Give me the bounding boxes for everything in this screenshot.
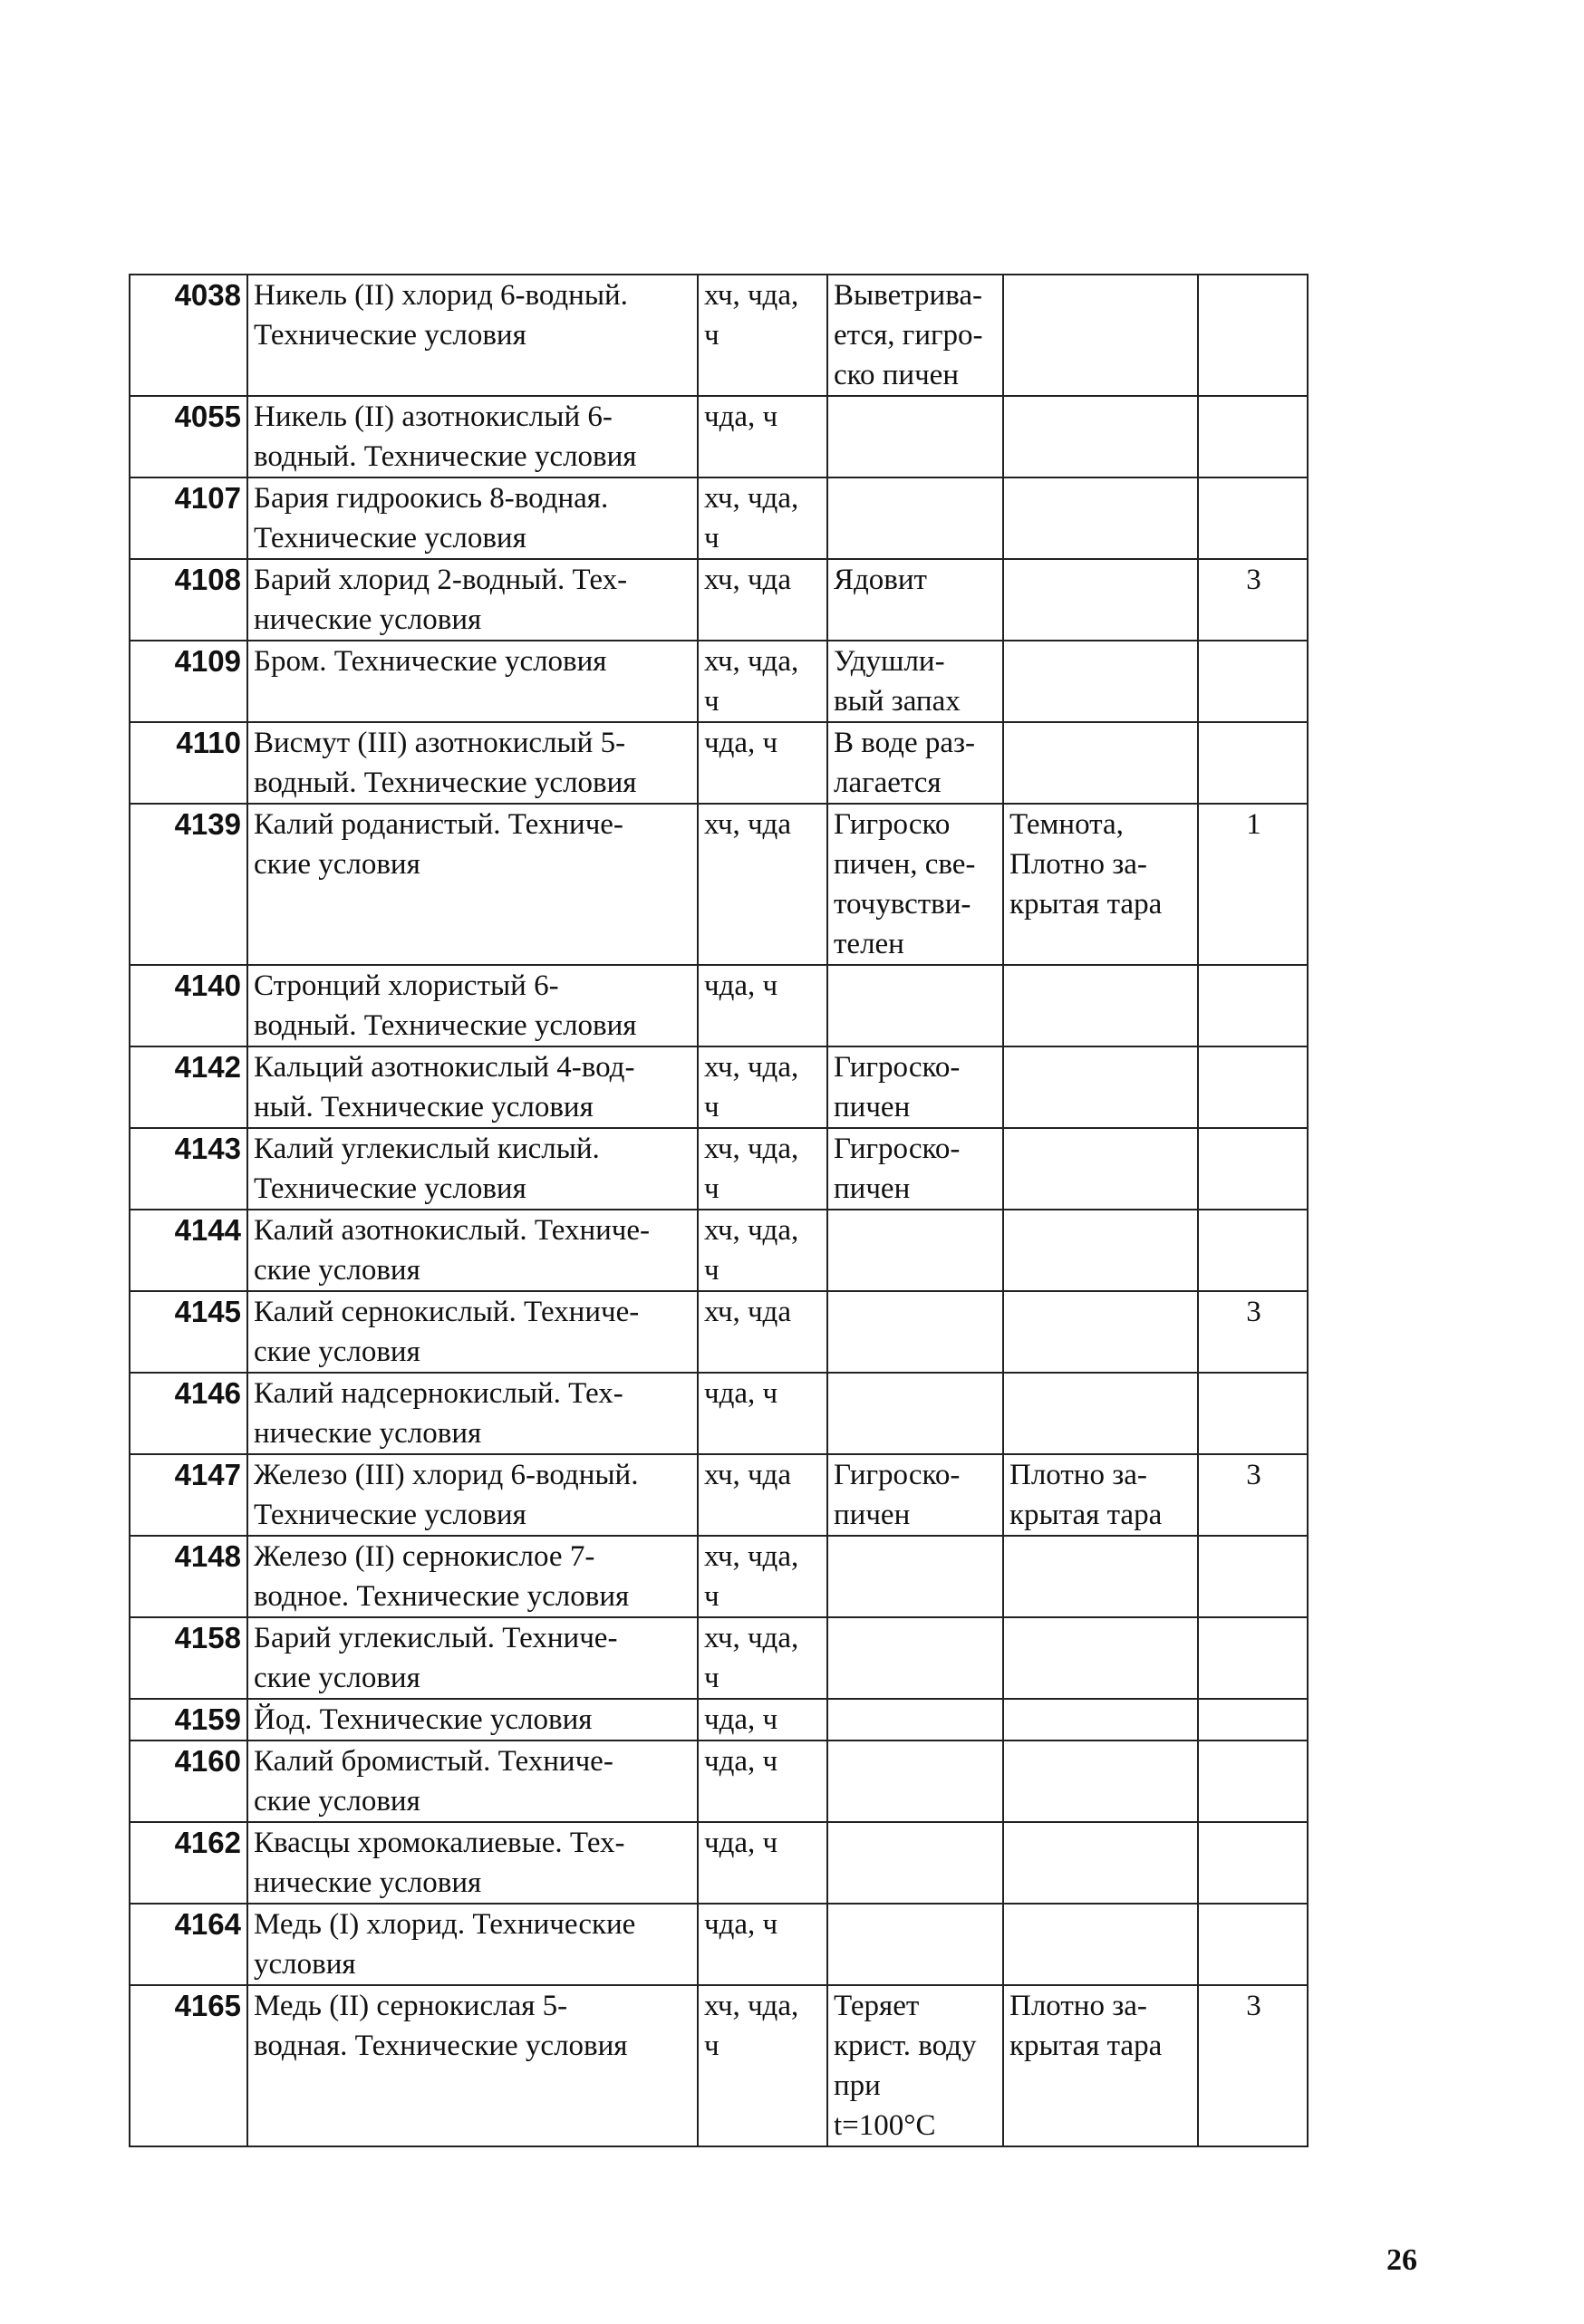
gost-code-cell: 4158 (130, 1617, 247, 1699)
reagent-name-cell: Стронций хлористый 6- водный. Технические условия (247, 965, 698, 1046)
qualification-cell: хч, чда (698, 1291, 827, 1373)
table-row (130, 1128, 1308, 1210)
qualification-cell: хч, чда, ч (698, 275, 827, 396)
storage-conditions-cell: Плотно за- крытая тара (1003, 1454, 1198, 1536)
storage-conditions-cell: Темнота, Плотно за- крытая тара (1003, 804, 1198, 965)
reagent-name-cell: Барий хлорид 2-водный. Тех- нические условия (247, 559, 698, 641)
hazard-group-cell: 3 (1198, 559, 1308, 641)
table-row (130, 1291, 1308, 1373)
reagent-name-cell: Железо (II) сернокислое 7- водное. Технические условия (247, 1536, 698, 1617)
table-row (130, 1373, 1308, 1454)
qualification-cell: хч, чда, ч (698, 641, 827, 722)
hazard-group-cell (1198, 641, 1308, 722)
hazard-group-cell (1198, 1128, 1308, 1210)
qualification-cell: хч, чда, ч (698, 1617, 827, 1699)
table-body (130, 275, 1308, 2146)
hazard-group-cell (1198, 1617, 1308, 1699)
hazard-group-cell (1198, 1904, 1308, 1985)
table-row (130, 1046, 1308, 1128)
reagents-table (129, 274, 1309, 2147)
gost-code-cell: 4165 (130, 1985, 247, 2146)
table-row (130, 1904, 1308, 1985)
hazard-group-cell (1198, 1822, 1308, 1904)
properties-cell: Гигроско- пичен (827, 1454, 1003, 1536)
qualification-cell: чда, ч (698, 1904, 827, 1985)
gost-code-cell: 4038 (130, 275, 247, 396)
storage-conditions-cell (1003, 275, 1198, 396)
hazard-group-cell (1198, 1536, 1308, 1617)
gost-code-cell: 4109 (130, 641, 247, 722)
gost-code-cell: 4147 (130, 1454, 247, 1536)
reagent-name-cell: Медь (I) хлорид. Технические условия (247, 1904, 698, 1985)
properties-cell: Удушли- вый запах (827, 641, 1003, 722)
hazard-group-cell (1198, 477, 1308, 559)
table-row (130, 396, 1308, 477)
qualification-cell: чда, ч (698, 965, 827, 1046)
reagent-name-cell: Висмут (III) азотнокислый 5- водный. Технические условия (247, 722, 698, 804)
hazard-group-cell (1198, 1210, 1308, 1291)
gost-code-cell: 4108 (130, 559, 247, 641)
table-row (130, 1617, 1308, 1699)
properties-cell: Теряет крист. воду при t=100°С (827, 1985, 1003, 2146)
qualification-cell: чда, ч (698, 396, 827, 477)
reagent-name-cell: Никель (II) хлорид 6-водный. Технические условия (247, 275, 698, 396)
gost-code-cell: 4144 (130, 1210, 247, 1291)
hazard-group-cell (1198, 1699, 1308, 1741)
qualification-cell: хч, чда, ч (698, 1128, 827, 1210)
reagent-name-cell: Калий азотнокислый. Техниче- ские условия (247, 1210, 698, 1291)
qualification-cell: чда, ч (698, 1373, 827, 1454)
properties-cell: Гигроско- пичен (827, 1128, 1003, 1210)
table-row (130, 1454, 1308, 1536)
gost-code-cell: 4148 (130, 1536, 247, 1617)
storage-conditions-cell (1003, 1741, 1198, 1822)
gost-code-cell: 4160 (130, 1741, 247, 1822)
storage-conditions-cell (1003, 477, 1198, 559)
gost-code-cell: 4142 (130, 1046, 247, 1128)
qualification-cell: хч, чда, ч (698, 1210, 827, 1291)
storage-conditions-cell (1003, 1617, 1198, 1699)
qualification-cell: чда, ч (698, 1699, 827, 1741)
properties-cell (827, 1536, 1003, 1617)
properties-cell (827, 1291, 1003, 1373)
qualification-cell: хч, чда (698, 1454, 827, 1536)
properties-cell (827, 1822, 1003, 1904)
hazard-group-cell (1198, 1741, 1308, 1822)
properties-cell (827, 1904, 1003, 1985)
gost-code-cell: 4110 (130, 722, 247, 804)
hazard-group-cell: 3 (1198, 1454, 1308, 1536)
storage-conditions-cell (1003, 1373, 1198, 1454)
table-row (130, 1985, 1308, 2146)
storage-conditions-cell (1003, 1822, 1198, 1904)
qualification-cell: чда, ч (698, 722, 827, 804)
reagent-name-cell: Квасцы хромокалиевые. Тех- нические условия (247, 1822, 698, 1904)
reagent-name-cell: Йод. Технические условия (247, 1699, 698, 1741)
gost-code-cell: 4146 (130, 1373, 247, 1454)
reagent-name-cell: Калий надсернокислый. Тех- нические условия (247, 1373, 698, 1454)
table-row (130, 559, 1308, 641)
table-row (130, 477, 1308, 559)
properties-cell: Ядовит (827, 559, 1003, 641)
gost-code-cell: 4143 (130, 1128, 247, 1210)
storage-conditions-cell (1003, 1536, 1198, 1617)
qualification-cell: хч, чда (698, 559, 827, 641)
reagent-name-cell: Калий бромистый. Техниче- ские условия (247, 1741, 698, 1822)
storage-conditions-cell (1003, 1046, 1198, 1128)
reagent-name-cell: Калий углекислый кислый. Технические условия (247, 1128, 698, 1210)
gost-code-cell: 4107 (130, 477, 247, 559)
table-row (130, 275, 1308, 396)
reagent-name-cell: Калий роданистый. Техниче- ские условия (247, 804, 698, 965)
storage-conditions-cell: Плотно за- крытая тара (1003, 1985, 1198, 2146)
gost-code-cell: 4055 (130, 396, 247, 477)
hazard-group-cell (1198, 722, 1308, 804)
properties-cell: Гигроско- пичен (827, 1046, 1003, 1128)
hazard-group-cell (1198, 965, 1308, 1046)
hazard-group-cell (1198, 1373, 1308, 1454)
table-row (130, 1741, 1308, 1822)
storage-conditions-cell (1003, 641, 1198, 722)
table-row (130, 804, 1308, 965)
properties-cell (827, 1210, 1003, 1291)
properties-cell (827, 396, 1003, 477)
storage-conditions-cell (1003, 1291, 1198, 1373)
qualification-cell: хч, чда (698, 804, 827, 965)
properties-cell (827, 1741, 1003, 1822)
gost-code-cell: 4164 (130, 1904, 247, 1985)
reagent-name-cell: Калий сернокислый. Техниче- ские условия (247, 1291, 698, 1373)
table-row (130, 965, 1308, 1046)
reagent-name-cell: Медь (II) сернокислая 5- водная. Технические условия (247, 1985, 698, 2146)
properties-cell (827, 1373, 1003, 1454)
storage-conditions-cell (1003, 1904, 1198, 1985)
storage-conditions-cell (1003, 396, 1198, 477)
storage-conditions-cell (1003, 722, 1198, 804)
table-row (130, 1210, 1308, 1291)
gost-code-cell: 4145 (130, 1291, 247, 1373)
table-row (130, 1822, 1308, 1904)
table-row (130, 1699, 1308, 1741)
properties-cell (827, 1699, 1003, 1741)
properties-cell (827, 1617, 1003, 1699)
storage-conditions-cell (1003, 1128, 1198, 1210)
storage-conditions-cell (1003, 1210, 1198, 1291)
table-row (130, 722, 1308, 804)
table-row (130, 1536, 1308, 1617)
gost-code-cell: 4159 (130, 1699, 247, 1741)
gost-code-cell: 4162 (130, 1822, 247, 1904)
hazard-group-cell: 3 (1198, 1291, 1308, 1373)
hazard-group-cell: 1 (1198, 804, 1308, 965)
qualification-cell: хч, чда, ч (698, 477, 827, 559)
storage-conditions-cell (1003, 965, 1198, 1046)
qualification-cell: хч, чда, ч (698, 1985, 827, 2146)
hazard-group-cell: 3 (1198, 1985, 1308, 2146)
qualification-cell: чда, ч (698, 1741, 827, 1822)
gost-code-cell: 4140 (130, 965, 247, 1046)
hazard-group-cell (1198, 396, 1308, 477)
reagent-name-cell: Железо (III) хлорид 6-водный. Технические условия (247, 1454, 698, 1536)
reagent-name-cell: Кальций азотнокислый 4-вод- ный. Технические условия (247, 1046, 698, 1128)
hazard-group-cell (1198, 1046, 1308, 1128)
table-row (130, 641, 1308, 722)
properties-cell (827, 477, 1003, 559)
page-number: 26 (1386, 2243, 1417, 2277)
properties-cell (827, 965, 1003, 1046)
storage-conditions-cell (1003, 559, 1198, 641)
reagent-name-cell: Бария гидроокись 8-водная. Технические условия (247, 477, 698, 559)
properties-cell: Выветрива- ется, гигро- ско пичен (827, 275, 1003, 396)
properties-cell: В воде раз- лагается (827, 722, 1003, 804)
storage-conditions-cell (1003, 1699, 1198, 1741)
gost-code-cell: 4139 (130, 804, 247, 965)
properties-cell: Гигроско пичен, све- точувстви- телен (827, 804, 1003, 965)
reagent-name-cell: Барий углекислый. Техниче- ские условия (247, 1617, 698, 1699)
qualification-cell: хч, чда, ч (698, 1536, 827, 1617)
qualification-cell: хч, чда, ч (698, 1046, 827, 1128)
reagent-name-cell: Никель (II) азотнокислый 6- водный. Технические условия (247, 396, 698, 477)
qualification-cell: чда, ч (698, 1822, 827, 1904)
reagent-name-cell: Бром. Технические условия (247, 641, 698, 722)
hazard-group-cell (1198, 275, 1308, 396)
